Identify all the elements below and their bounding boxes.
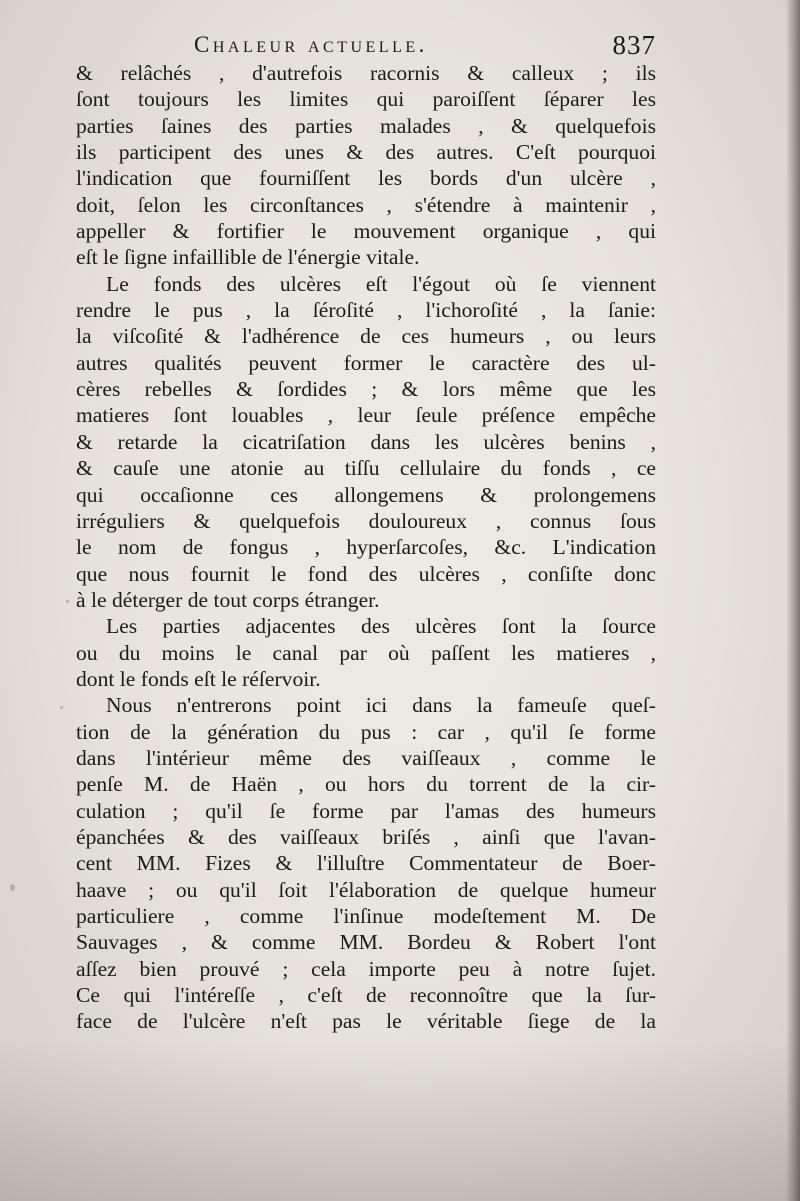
text-line: dont le fonds eſt le réſervoir. <box>76 666 321 691</box>
page-bottom-shading <box>0 1041 800 1201</box>
running-head <box>74 30 664 62</box>
text-line: & cauſe une atonie au tiſſu cellulaire du fonds , ce <box>76 456 656 481</box>
text-line: particuliere , comme l'inſinue modeſtement M. De <box>76 904 656 928</box>
text-line: irréguliers & quelquefois douloureux , connus ſous <box>76 508 656 533</box>
text-line: Ce qui l'intéreſſe , c'eſt de reconnoître que la ſur- <box>76 983 656 1008</box>
text-line: rendre le pus , la ſéroſité , l'ichoroſité , la ſanie: <box>76 298 656 323</box>
running-head-title: Chaleur actuelle. <box>194 32 428 57</box>
text-line: cères rebelles & ſordides ; & lors même que les <box>76 377 656 402</box>
text-line: matieres ſont louables , leur ſeule préſence empêche <box>76 403 656 428</box>
text-line: épanchées & des vaiſſeaux briſés , ainſi que l'avan- <box>76 824 656 849</box>
text-line: Sauvages , & comme MM. Bordeu & Robert l'ont <box>76 930 656 955</box>
text-line: qui occaſionne ces allongemens & prolongemens <box>76 482 656 507</box>
body-text <box>76 60 656 1035</box>
text-line: eſt le ſigne infaillible de l'énergie vitale. <box>76 245 420 270</box>
text-line: autres qualités peuvent former le caractère des ul- <box>76 350 656 375</box>
text-line: & retarde la cicatriſation dans les ulcères benins , <box>76 429 656 454</box>
text-line: ſont toujours les limites qui paroiſſent ſéparer les <box>76 87 656 112</box>
paper-speck <box>10 884 15 891</box>
text-line: doit, ſelon les circonſtances , s'étendre à maintenir , <box>76 192 656 217</box>
text-line: ou du moins le canal par où paſſent les matieres , <box>76 640 656 665</box>
text-line: face de l'ulcère n'eſt pas le véritable ſiege de la <box>76 1009 656 1034</box>
paper-speck <box>66 600 69 603</box>
page-edge-shadow <box>786 0 800 1201</box>
text-line: appeller & fortifier le mouvement organique , qui <box>76 219 656 244</box>
paper-speck <box>60 706 63 709</box>
text-line: que nous fournit le fond des ulcères , conſiſte donc <box>76 561 656 586</box>
text-line: cent MM. Fizes & l'illuſtre Commentateur de Boer- <box>76 851 656 876</box>
text-line: Le fonds des ulcères eſt l'égout où ſe viennent <box>106 271 656 296</box>
text-line: dans l'intérieur même des vaiſſeaux , comme le <box>76 745 656 770</box>
page-number: 837 <box>612 30 656 60</box>
text-line: la viſcoſité & l'adhérence de ces humeurs , ou leurs <box>76 324 656 349</box>
text-line: ils participent des unes & des autres. C'eſt pourquoi <box>76 140 656 165</box>
text-line: parties ſaines des parties malades , & quelquefois <box>76 113 656 138</box>
text-line: Nous n'entrerons point ici dans la fameuſe queſ- <box>106 693 656 718</box>
text-line: haave ; ou qu'il ſoit l'élaboration de quelque humeur <box>76 877 656 902</box>
text-line: à le déterger de tout corps étranger. <box>76 587 380 612</box>
text-line: penſe M. de Haën , ou hors du torrent de la cir- <box>76 772 656 797</box>
text-line: aſſez bien prouvé ; cela importe peu à notre ſujet. <box>76 956 656 981</box>
text-line: Les parties adjacentes des ulcères ſont la ſource <box>106 614 656 639</box>
text-line: tion de la génération du pus : car , qu'il ſe forme <box>76 719 656 744</box>
text-line: & relâchés , d'autrefois racornis & calleux ; ils <box>76 61 656 85</box>
text-line: le nom de fongus , hyperſarcoſes, &c. L'indication <box>76 535 656 560</box>
text-line: culation ; qu'il ſe forme par l'amas des humeurs <box>76 798 656 823</box>
text-line: l'indication que fourniſſent les bords d'un ulcère , <box>76 166 656 191</box>
